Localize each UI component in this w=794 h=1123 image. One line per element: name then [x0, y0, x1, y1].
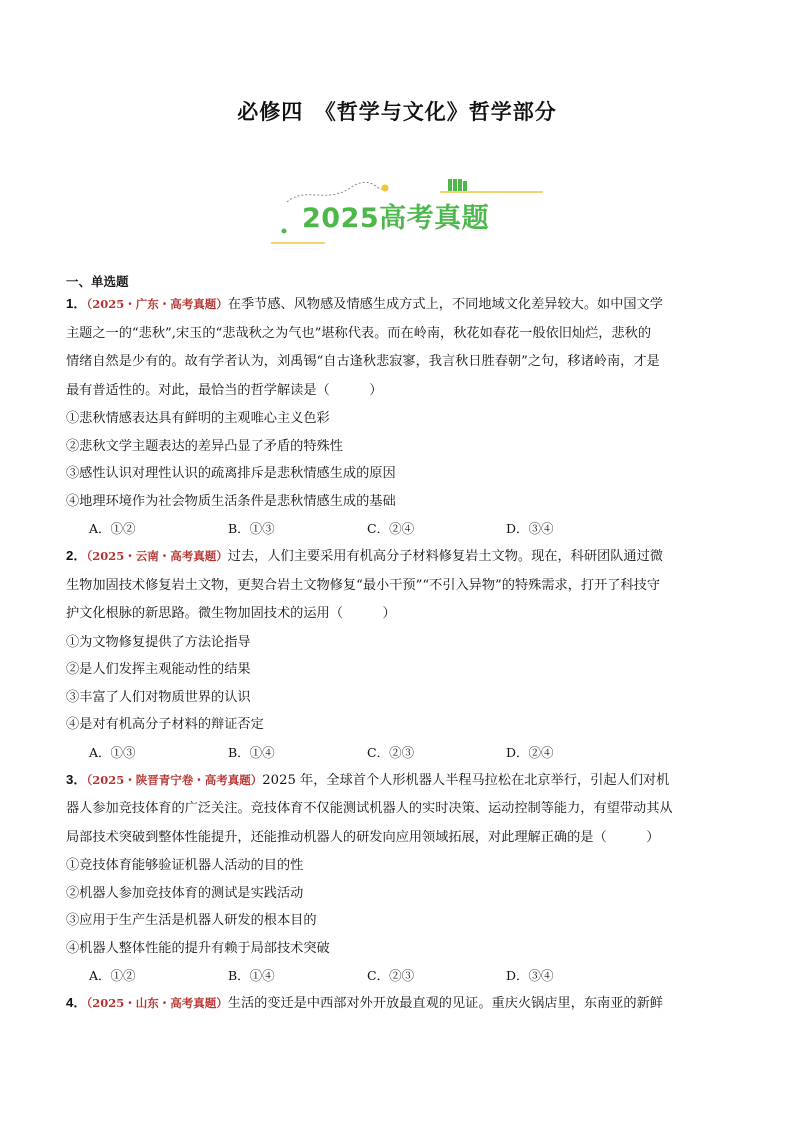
- choice-a: A．①②: [89, 968, 136, 983]
- question-text: 局部技术突破到整体性能提升，还能推动机器人的研发向应用领域拓展，对此理解正确的是（ ）: [66, 829, 660, 845]
- statement-option: ④是对有机高分子材料的辩证否定: [66, 717, 264, 732]
- question-text: 过去，人们主要采用有机高分子材料修复岩土文物。现在，科研团队通过微: [227, 549, 663, 564]
- choice-d: D．②④: [506, 744, 554, 760]
- statement-option: ③丰富了人们对物质世界的认识: [66, 689, 251, 705]
- question-number: 1．: [66, 296, 87, 311]
- statement-option: ②是人们发挥主观能动性的结果: [66, 662, 251, 677]
- statement-option: ①悲秋情感表达具有鲜明的主观唯心主义色彩: [66, 411, 330, 426]
- choice-b: B．①③: [228, 521, 275, 536]
- statement-option: ③感性认识对理性认识的疏离排斥是悲秋情感生成的原因: [66, 466, 396, 481]
- question-content: [66, 274, 728, 1019]
- question-2: [66, 542, 728, 766]
- question-text: 生物加固技术修复岩土文物，更契合岩土文物修复“最小干预”“不引入异物”的特殊需求，打开了科技守: [66, 577, 661, 593]
- choice-b: B．①④: [228, 968, 275, 983]
- statement-option: ②机器人参加竞技体育的测试是实践活动: [66, 885, 304, 901]
- banner-title: 2025高考真题: [302, 203, 490, 234]
- choice-b: B．①④: [228, 744, 275, 760]
- statement-option: ④机器人整体性能的提升有赖于局部技术突破: [66, 940, 330, 956]
- statement-option: ①为文物修复提供了方法论指导: [66, 634, 251, 650]
- choice-c: C．②④: [367, 521, 415, 536]
- choice-d: D．③④: [506, 521, 554, 536]
- choice-a: A．①②: [89, 521, 136, 536]
- question-text: 护文化根脉的新思路。微生物加固技术的运用（ ）: [66, 606, 396, 621]
- statement-option: ②悲秋文学主题表达的差异凸显了矛盾的特殊性: [66, 438, 343, 454]
- statement-option: ③应用于生产生活是机器人研发的根本目的: [66, 913, 317, 928]
- question-number: 3．: [66, 771, 87, 787]
- question-3: [66, 766, 728, 990]
- answer-choices: [66, 515, 728, 542]
- question-source: （2025・山东・高考真题）: [86, 996, 228, 1010]
- question-source: （2025・云南・高考真题）: [86, 549, 228, 563]
- section-heading: 一、单选题: [66, 274, 129, 289]
- choice-c: C．②③: [367, 968, 415, 983]
- question-text: 在季节感、风物感及情感生成方式上，不同地域文化差异较大。如中国文学: [227, 297, 663, 312]
- question-source: （2025・陕晋青宁卷・高考真题）: [86, 772, 263, 787]
- question-text: 器人参加竞技体育的广泛关注。竞技体育不仅能测试机器人的实时决策、运动控制等能力，有望带动其从: [66, 801, 673, 816]
- statement-option: ④地理环境作为社会物质生活条件是悲秋情感生成的基础: [66, 493, 396, 509]
- question-text: 最有普适性的。对此，最恰当的哲学解读是（ ）: [66, 382, 383, 398]
- question-source: （2025・广东・高考真题）: [86, 297, 228, 311]
- question-text: 2025 年，全球首个人形机器人半程马拉松在北京举行，引起人们对机: [262, 772, 670, 788]
- choice-c: C．②③: [367, 744, 415, 760]
- question-number: 2．: [66, 548, 87, 563]
- page-title: 必修四 《哲学与文化》哲学部分: [237, 100, 557, 124]
- question-text: 情绪自然是少有的。故有学者认为，刘禹锡“自古逢秋悲寂寥，我言秋日胜春朝”之句，移诸岭南，才是: [66, 354, 660, 369]
- question-text: 主题之一的“悲秋”,宋玉的“悲哉秋之为气也”堪称代表。而在岭南，秋花如春花一般依旧灿烂，悲秋的: [66, 325, 652, 341]
- question-text: 生活的变迁是中西部对外开放最直观的见证。重庆火锅店里，东南亚的新鲜: [227, 996, 663, 1011]
- choice-d: D．③④: [506, 968, 554, 983]
- question-number: 4．: [66, 995, 87, 1010]
- question-4: [66, 989, 728, 1019]
- question-1: [66, 290, 728, 542]
- choice-a: A．①③: [89, 744, 136, 760]
- answer-choices: [66, 739, 728, 766]
- statement-option: ①竞技体育能够验证机器人活动的目的性: [66, 858, 304, 873]
- answer-choices: [66, 962, 728, 989]
